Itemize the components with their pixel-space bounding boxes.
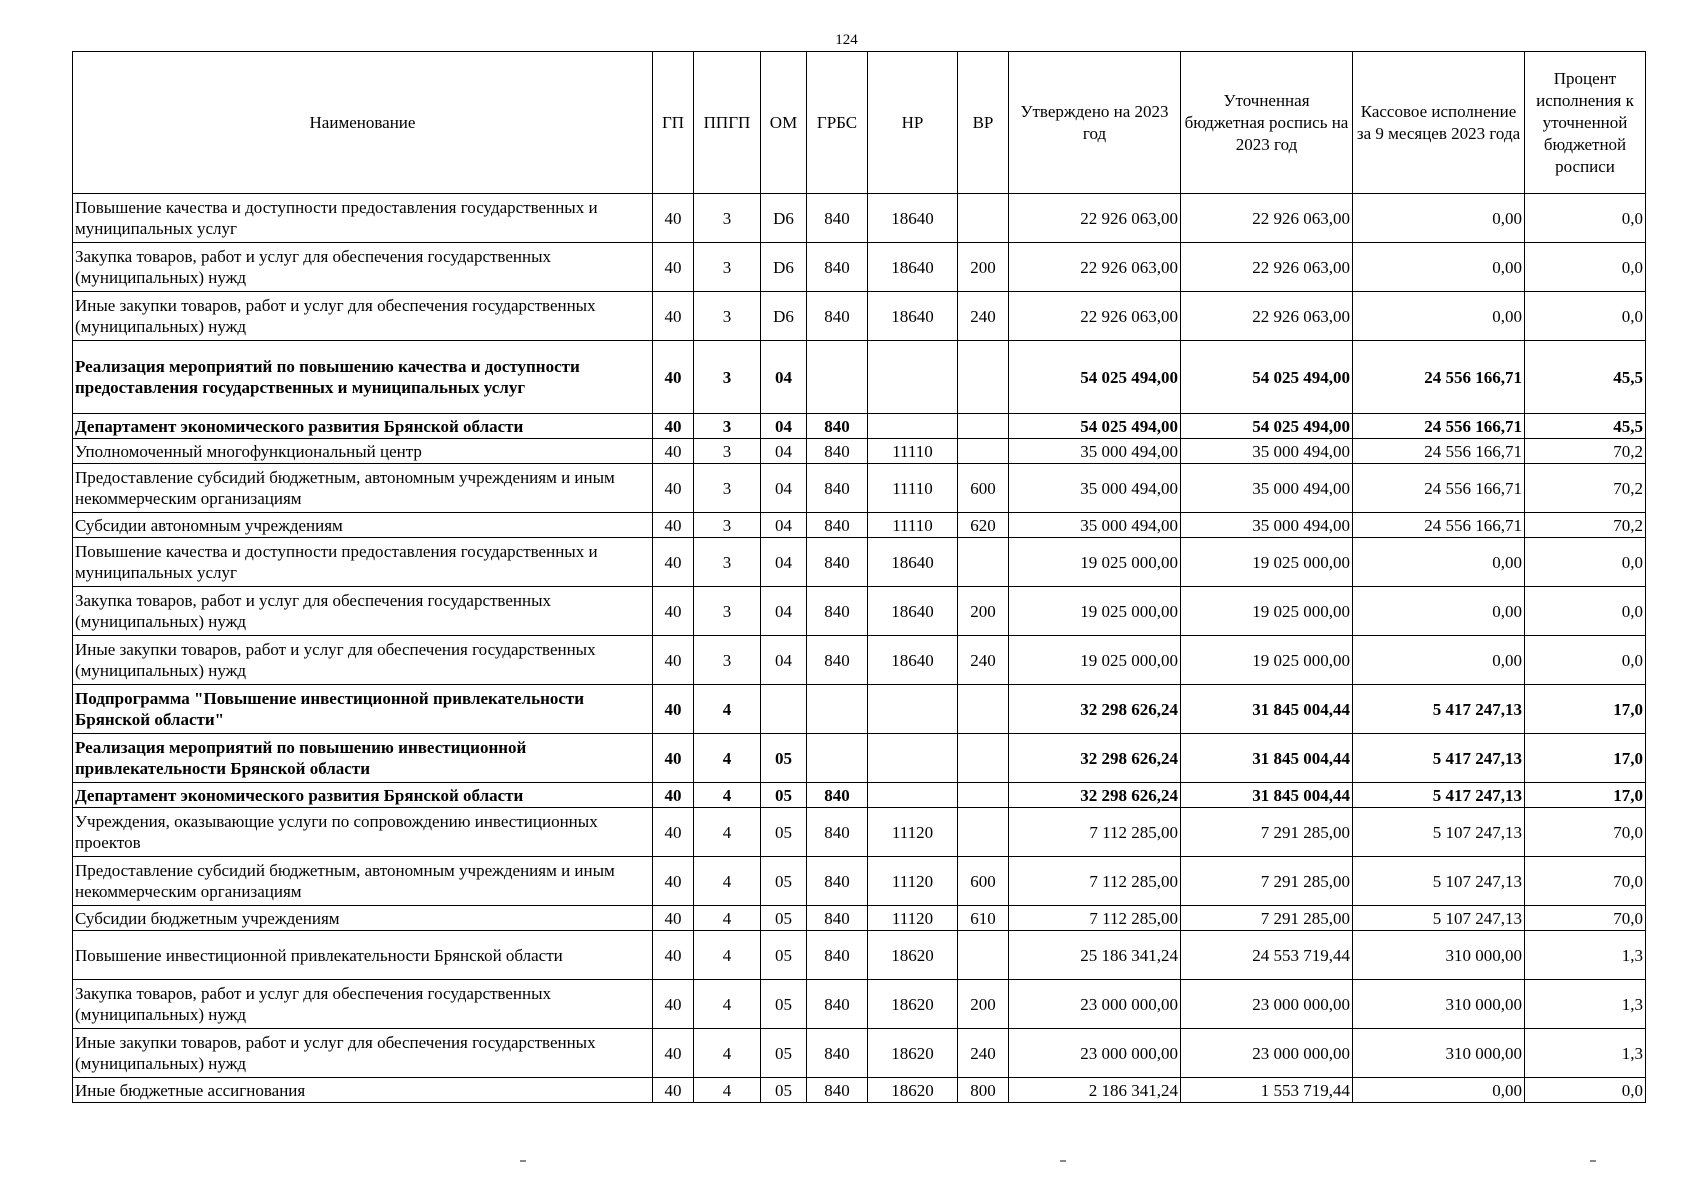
cell-vr (958, 414, 1009, 439)
cell-refined: 23 000 000,00 (1181, 1029, 1353, 1078)
cell-ppgp: 3 (694, 194, 761, 243)
cell-ppgp: 3 (694, 439, 761, 464)
cell-om: 04 (761, 464, 807, 513)
cell-cash: 5 417 247,13 (1353, 685, 1525, 734)
cell-om: 05 (761, 734, 807, 783)
cell-refined: 35 000 494,00 (1181, 513, 1353, 538)
cell-grbs: 840 (807, 1029, 868, 1078)
table-row (73, 538, 1646, 587)
cell-gp: 40 (653, 906, 694, 931)
table-row (73, 414, 1646, 439)
cell-approved: 23 000 000,00 (1009, 1029, 1181, 1078)
cell-grbs: 840 (807, 808, 868, 857)
cell-np: 18620 (868, 931, 958, 980)
cell-np: 11110 (868, 439, 958, 464)
table-row (73, 685, 1646, 734)
cell-refined: 31 845 004,44 (1181, 734, 1353, 783)
cell-vr: 240 (958, 636, 1009, 685)
cell-ppgp: 3 (694, 538, 761, 587)
cell-name: Предоставление субсидий бюджетным, автономным учреждениям и иным некоммерческим организациям (73, 464, 653, 513)
table-row (73, 439, 1646, 464)
cell-approved: 7 112 285,00 (1009, 906, 1181, 931)
cell-om: 04 (761, 587, 807, 636)
cell-cash: 0,00 (1353, 194, 1525, 243)
cell-percent: 45,5 (1525, 414, 1646, 439)
cell-vr (958, 194, 1009, 243)
cell-ppgp: 3 (694, 513, 761, 538)
cell-grbs: 840 (807, 464, 868, 513)
cell-om: 05 (761, 980, 807, 1029)
cell-cash: 24 556 166,71 (1353, 341, 1525, 414)
header-name: Наименование (73, 52, 653, 194)
cell-gp: 40 (653, 292, 694, 341)
cell-cash: 0,00 (1353, 636, 1525, 685)
header-percent: Процент исполнения к уточненной бюджетной росписи (1525, 52, 1646, 194)
cell-refined: 22 926 063,00 (1181, 194, 1353, 243)
cell-vr (958, 783, 1009, 808)
cell-cash: 0,00 (1353, 1078, 1525, 1103)
cell-om (761, 685, 807, 734)
cell-np: 18620 (868, 1029, 958, 1078)
cell-name: Департамент экономического развития Брянской области (73, 414, 653, 439)
cell-cash: 310 000,00 (1353, 931, 1525, 980)
cell-om: 04 (761, 538, 807, 587)
cell-approved: 32 298 626,24 (1009, 783, 1181, 808)
table-row (73, 980, 1646, 1029)
cell-cash: 5 417 247,13 (1353, 783, 1525, 808)
header-ppgp: ППГП (694, 52, 761, 194)
cell-gp: 40 (653, 857, 694, 906)
cell-percent: 70,0 (1525, 808, 1646, 857)
cell-refined: 1 553 719,44 (1181, 1078, 1353, 1103)
cell-vr (958, 685, 1009, 734)
cell-grbs (807, 341, 868, 414)
table-header-row (73, 52, 1646, 194)
cell-refined: 35 000 494,00 (1181, 464, 1353, 513)
cell-percent: 70,0 (1525, 857, 1646, 906)
cell-approved: 22 926 063,00 (1009, 292, 1181, 341)
cell-ppgp: 4 (694, 980, 761, 1029)
table-row (73, 341, 1646, 414)
cell-name: Уполномоченный многофункциональный центр (73, 439, 653, 464)
cell-gp: 40 (653, 194, 694, 243)
cell-name: Реализация мероприятий по повышению инвестиционной привлекательности Брянской области (73, 734, 653, 783)
cell-om: 05 (761, 1078, 807, 1103)
table-row (73, 292, 1646, 341)
table-row (73, 243, 1646, 292)
cell-cash: 5 107 247,13 (1353, 906, 1525, 931)
cell-vr (958, 931, 1009, 980)
table-row (73, 906, 1646, 931)
cell-gp: 40 (653, 931, 694, 980)
cell-percent: 70,2 (1525, 513, 1646, 538)
cell-name: Иные закупки товаров, работ и услуг для обеспечения государственных (муниципальных) нужд (73, 636, 653, 685)
cell-percent: 0,0 (1525, 538, 1646, 587)
cell-np: 18640 (868, 243, 958, 292)
cell-ppgp: 3 (694, 341, 761, 414)
cell-om: D6 (761, 292, 807, 341)
cell-np (868, 783, 958, 808)
cell-gp: 40 (653, 636, 694, 685)
cell-cash: 310 000,00 (1353, 1029, 1525, 1078)
cell-grbs: 840 (807, 1078, 868, 1103)
cell-approved: 22 926 063,00 (1009, 194, 1181, 243)
cell-om: 05 (761, 1029, 807, 1078)
cell-grbs: 840 (807, 194, 868, 243)
cell-name: Учреждения, оказывающие услуги по сопровождению инвестиционных проектов (73, 808, 653, 857)
cell-vr (958, 439, 1009, 464)
cell-name: Департамент экономического развития Брянской области (73, 783, 653, 808)
header-cash: Кассовое исполнение за 9 месяцев 2023 года (1353, 52, 1525, 194)
cell-refined: 31 845 004,44 (1181, 685, 1353, 734)
cell-vr (958, 341, 1009, 414)
cell-ppgp: 4 (694, 906, 761, 931)
cell-percent: 70,0 (1525, 906, 1646, 931)
cell-vr (958, 808, 1009, 857)
cell-approved: 7 112 285,00 (1009, 857, 1181, 906)
cell-grbs: 840 (807, 587, 868, 636)
cell-approved: 32 298 626,24 (1009, 734, 1181, 783)
cell-cash: 0,00 (1353, 292, 1525, 341)
cell-np: 18620 (868, 980, 958, 1029)
cell-np: 18640 (868, 587, 958, 636)
cell-grbs (807, 734, 868, 783)
cell-percent: 45,5 (1525, 341, 1646, 414)
cell-ppgp: 3 (694, 243, 761, 292)
table-row (73, 734, 1646, 783)
cell-approved: 54 025 494,00 (1009, 414, 1181, 439)
table-row (73, 931, 1646, 980)
cell-cash: 5 107 247,13 (1353, 808, 1525, 857)
cell-vr: 610 (958, 906, 1009, 931)
header-om: ОМ (761, 52, 807, 194)
cell-vr: 600 (958, 857, 1009, 906)
cell-np: 18640 (868, 538, 958, 587)
cell-percent: 1,3 (1525, 980, 1646, 1029)
cell-grbs: 840 (807, 513, 868, 538)
header-refined: Уточненная бюджетная роспись на 2023 год (1181, 52, 1353, 194)
cell-name: Реализация мероприятий по повышению качества и доступности предоставления государственных и муниципальных услуг (73, 341, 653, 414)
cell-cash: 24 556 166,71 (1353, 464, 1525, 513)
header-gp: ГП (653, 52, 694, 194)
cell-name: Закупка товаров, работ и услуг для обеспечения государственных (муниципальных) нужд (73, 243, 653, 292)
table-row (73, 194, 1646, 243)
cell-approved: 25 186 341,24 (1009, 931, 1181, 980)
cell-ppgp: 4 (694, 857, 761, 906)
cell-vr: 200 (958, 243, 1009, 292)
cell-gp: 40 (653, 1029, 694, 1078)
cell-refined: 7 291 285,00 (1181, 857, 1353, 906)
cell-percent: 0,0 (1525, 636, 1646, 685)
cell-grbs: 840 (807, 906, 868, 931)
cell-np (868, 685, 958, 734)
cell-ppgp: 3 (694, 464, 761, 513)
cell-ppgp: 4 (694, 685, 761, 734)
cell-name: Субсидии автономным учреждениям (73, 513, 653, 538)
cell-percent: 1,3 (1525, 1029, 1646, 1078)
cell-np: 11110 (868, 464, 958, 513)
cell-np: 11120 (868, 857, 958, 906)
scan-mark (520, 1160, 526, 1162)
cell-approved: 32 298 626,24 (1009, 685, 1181, 734)
cell-percent: 0,0 (1525, 587, 1646, 636)
cell-om: D6 (761, 243, 807, 292)
cell-cash: 24 556 166,71 (1353, 513, 1525, 538)
cell-gp: 40 (653, 587, 694, 636)
cell-approved: 19 025 000,00 (1009, 587, 1181, 636)
cell-vr (958, 538, 1009, 587)
cell-cash: 24 556 166,71 (1353, 439, 1525, 464)
cell-approved: 22 926 063,00 (1009, 243, 1181, 292)
table-row (73, 587, 1646, 636)
cell-approved: 54 025 494,00 (1009, 341, 1181, 414)
cell-grbs: 840 (807, 980, 868, 1029)
cell-gp: 40 (653, 783, 694, 808)
cell-grbs: 840 (807, 414, 868, 439)
cell-om: 04 (761, 414, 807, 439)
cell-vr: 200 (958, 587, 1009, 636)
table-row (73, 464, 1646, 513)
cell-np: 11110 (868, 513, 958, 538)
cell-name: Иные закупки товаров, работ и услуг для обеспечения государственных (муниципальных) нужд (73, 292, 653, 341)
cell-name: Субсидии бюджетным учреждениям (73, 906, 653, 931)
header-grbs: ГРБС (807, 52, 868, 194)
cell-percent: 17,0 (1525, 734, 1646, 783)
cell-grbs: 840 (807, 636, 868, 685)
cell-ppgp: 4 (694, 734, 761, 783)
cell-gp: 40 (653, 980, 694, 1029)
cell-om: 05 (761, 857, 807, 906)
cell-grbs: 840 (807, 857, 868, 906)
cell-approved: 7 112 285,00 (1009, 808, 1181, 857)
cell-ppgp: 3 (694, 414, 761, 439)
cell-approved: 35 000 494,00 (1009, 513, 1181, 538)
cell-gp: 40 (653, 538, 694, 587)
cell-percent: 1,3 (1525, 931, 1646, 980)
cell-om: 05 (761, 808, 807, 857)
cell-cash: 0,00 (1353, 587, 1525, 636)
cell-percent: 0,0 (1525, 292, 1646, 341)
cell-vr: 240 (958, 292, 1009, 341)
cell-refined: 7 291 285,00 (1181, 906, 1353, 931)
cell-gp: 40 (653, 513, 694, 538)
scan-mark (1590, 1160, 1596, 1162)
cell-ppgp: 4 (694, 931, 761, 980)
cell-np (868, 414, 958, 439)
cell-np: 18640 (868, 292, 958, 341)
cell-vr: 800 (958, 1078, 1009, 1103)
cell-ppgp: 4 (694, 808, 761, 857)
cell-vr: 620 (958, 513, 1009, 538)
cell-approved: 35 000 494,00 (1009, 464, 1181, 513)
scan-mark (1060, 1160, 1066, 1162)
cell-refined: 31 845 004,44 (1181, 783, 1353, 808)
cell-refined: 19 025 000,00 (1181, 636, 1353, 685)
cell-om: 04 (761, 439, 807, 464)
table-row (73, 1029, 1646, 1078)
cell-om: 05 (761, 906, 807, 931)
cell-gp: 40 (653, 439, 694, 464)
cell-np: 18640 (868, 194, 958, 243)
cell-gp: 40 (653, 243, 694, 292)
cell-gp: 40 (653, 1078, 694, 1103)
cell-cash: 24 556 166,71 (1353, 414, 1525, 439)
cell-np: 18620 (868, 1078, 958, 1103)
table-row (73, 636, 1646, 685)
cell-om: 04 (761, 341, 807, 414)
cell-name: Закупка товаров, работ и услуг для обеспечения государственных (муниципальных) нужд (73, 587, 653, 636)
cell-gp: 40 (653, 341, 694, 414)
table-row (73, 857, 1646, 906)
cell-np: 11120 (868, 906, 958, 931)
cell-np (868, 341, 958, 414)
cell-vr (958, 734, 1009, 783)
cell-vr: 240 (958, 1029, 1009, 1078)
cell-gp: 40 (653, 808, 694, 857)
cell-gp: 40 (653, 414, 694, 439)
cell-om: 05 (761, 931, 807, 980)
cell-refined: 7 291 285,00 (1181, 808, 1353, 857)
cell-grbs (807, 685, 868, 734)
cell-name: Закупка товаров, работ и услуг для обеспечения государственных (муниципальных) нужд (73, 980, 653, 1029)
cell-grbs: 840 (807, 243, 868, 292)
cell-refined: 24 553 719,44 (1181, 931, 1353, 980)
cell-np: 18640 (868, 636, 958, 685)
cell-percent: 0,0 (1525, 194, 1646, 243)
cell-name: Иные закупки товаров, работ и услуг для обеспечения государственных (муниципальных) нужд (73, 1029, 653, 1078)
cell-name: Повышение инвестиционной привлекательности Брянской области (73, 931, 653, 980)
cell-percent: 70,2 (1525, 439, 1646, 464)
cell-ppgp: 4 (694, 1029, 761, 1078)
cell-cash: 0,00 (1353, 243, 1525, 292)
cell-om: D6 (761, 194, 807, 243)
header-np: НР (868, 52, 958, 194)
cell-name: Повышение качества и доступности предоставления государственных и муниципальных услуг (73, 194, 653, 243)
cell-grbs: 840 (807, 538, 868, 587)
cell-refined: 22 926 063,00 (1181, 243, 1353, 292)
table-body (73, 194, 1646, 1103)
cell-approved: 2 186 341,24 (1009, 1078, 1181, 1103)
cell-approved: 19 025 000,00 (1009, 538, 1181, 587)
cell-vr: 200 (958, 980, 1009, 1029)
cell-refined: 19 025 000,00 (1181, 538, 1353, 587)
table-row (73, 1078, 1646, 1103)
cell-percent: 70,2 (1525, 464, 1646, 513)
budget-table (72, 51, 1646, 1103)
cell-cash: 0,00 (1353, 538, 1525, 587)
cell-grbs: 840 (807, 783, 868, 808)
cell-ppgp: 4 (694, 1078, 761, 1103)
cell-name: Повышение качества и доступности предоставления государственных и муниципальных услуг (73, 538, 653, 587)
cell-refined: 22 926 063,00 (1181, 292, 1353, 341)
cell-cash: 5 107 247,13 (1353, 857, 1525, 906)
cell-ppgp: 4 (694, 783, 761, 808)
cell-grbs: 840 (807, 931, 868, 980)
cell-percent: 17,0 (1525, 685, 1646, 734)
header-approved: Утверждено на 2023 год (1009, 52, 1181, 194)
cell-om: 04 (761, 636, 807, 685)
cell-name: Подпрограмма "Повышение инвестиционной привлекательности Брянской области" (73, 685, 653, 734)
cell-ppgp: 3 (694, 636, 761, 685)
cell-grbs: 840 (807, 439, 868, 464)
cell-gp: 40 (653, 464, 694, 513)
cell-ppgp: 3 (694, 587, 761, 636)
cell-refined: 35 000 494,00 (1181, 439, 1353, 464)
cell-np: 11120 (868, 808, 958, 857)
cell-refined: 54 025 494,00 (1181, 341, 1353, 414)
cell-name: Иные бюджетные ассигнования (73, 1078, 653, 1103)
cell-refined: 19 025 000,00 (1181, 587, 1353, 636)
cell-gp: 40 (653, 734, 694, 783)
cell-cash: 310 000,00 (1353, 980, 1525, 1029)
cell-om: 05 (761, 783, 807, 808)
cell-vr: 600 (958, 464, 1009, 513)
table-row (73, 513, 1646, 538)
cell-ppgp: 3 (694, 292, 761, 341)
cell-np (868, 734, 958, 783)
cell-percent: 0,0 (1525, 1078, 1646, 1103)
table-row (73, 783, 1646, 808)
cell-refined: 54 025 494,00 (1181, 414, 1353, 439)
cell-approved: 19 025 000,00 (1009, 636, 1181, 685)
cell-grbs: 840 (807, 292, 868, 341)
cell-approved: 23 000 000,00 (1009, 980, 1181, 1029)
cell-name: Предоставление субсидий бюджетным, автономным учреждениям и иным некоммерческим организациям (73, 857, 653, 906)
cell-gp: 40 (653, 685, 694, 734)
page-number: 124 (835, 32, 858, 48)
cell-om: 04 (761, 513, 807, 538)
cell-refined: 23 000 000,00 (1181, 980, 1353, 1029)
cell-percent: 17,0 (1525, 783, 1646, 808)
header-vr: ВР (958, 52, 1009, 194)
cell-approved: 35 000 494,00 (1009, 439, 1181, 464)
cell-cash: 5 417 247,13 (1353, 734, 1525, 783)
cell-percent: 0,0 (1525, 243, 1646, 292)
table-row (73, 808, 1646, 857)
